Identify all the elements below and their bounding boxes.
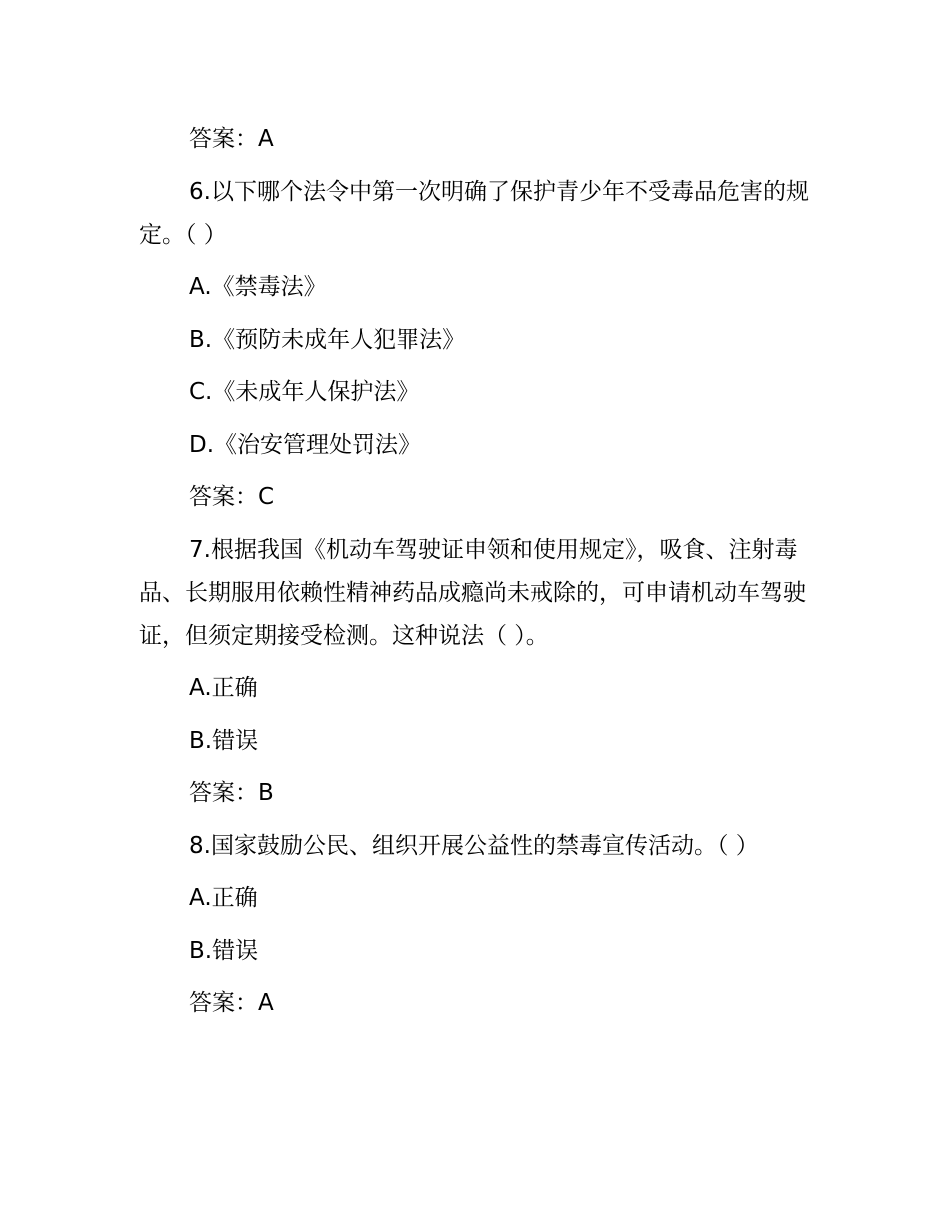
document-body [139, 118, 817, 1035]
question-7: 7.根据我国《机动车驾驶证申领和使用规定》，吸食、注射毒品、长期服用依赖性精神药品成瘾尚未戒除的，可申请机动车驾驶证，但须定期接受检测。这种说法（ ）。 [139, 536, 806, 649]
option-line: A.正确 [189, 675, 258, 701]
option-line: D.《治安管理处罚法》 [189, 431, 422, 458]
answer-line: 答案：A [189, 126, 274, 152]
option-line: A.《禁毒法》 [189, 274, 327, 300]
question-8: 8.国家鼓励公民、组织开展公益性的禁毒宣传活动。（ ） [189, 832, 759, 859]
option-line: B.《预防未成年人犯罪法》 [189, 326, 466, 353]
answer-line: 答案：C [189, 484, 275, 510]
option-line: C.《未成年人保护法》 [189, 379, 420, 405]
answer-line: 答案：B [189, 780, 274, 806]
option-line: A.正确 [189, 885, 258, 911]
question-6: 6.以下哪个法令中第一次明确了保护青少年不受毒品危害的规定。（ ） [139, 178, 809, 248]
option-line: B.错误 [189, 727, 259, 754]
option-line: B.错误 [189, 937, 259, 964]
answer-line: 答案：A [189, 990, 274, 1016]
